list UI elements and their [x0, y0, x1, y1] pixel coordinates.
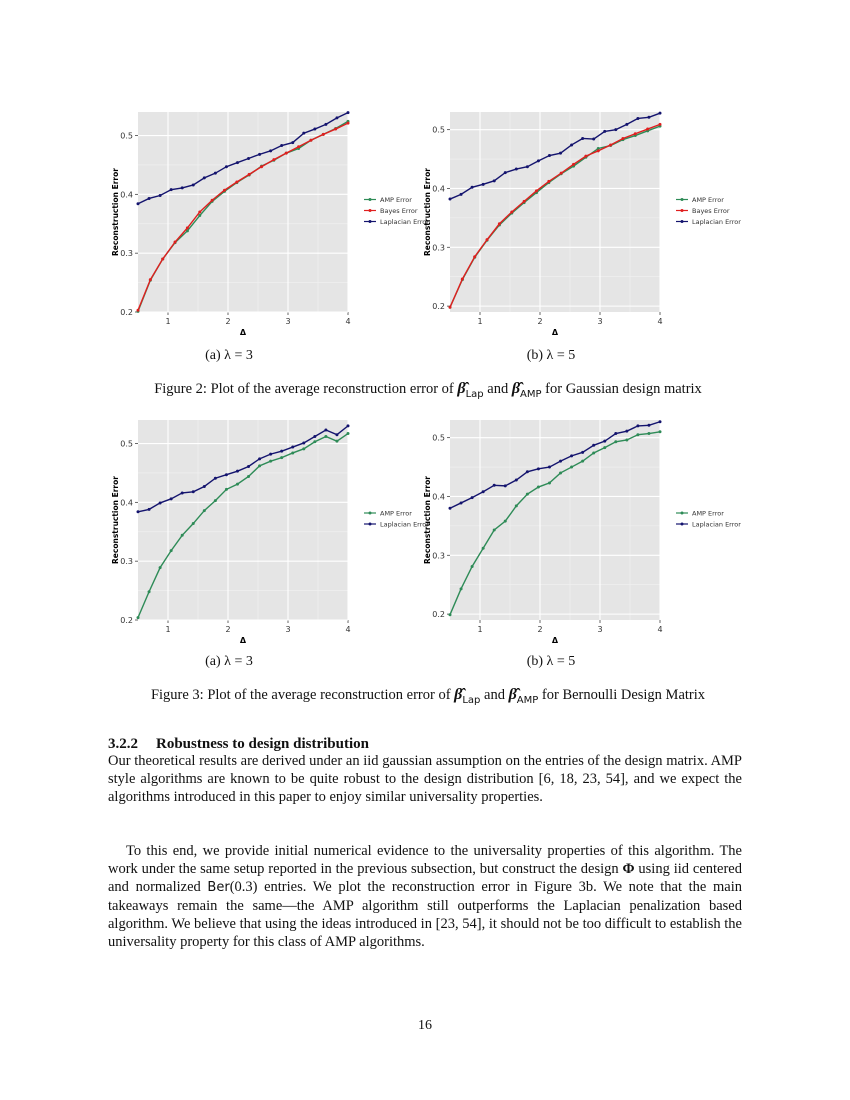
y-tick-label: 0.2	[120, 616, 133, 625]
data-point	[285, 152, 288, 155]
x-tick-label: 1	[477, 625, 483, 634]
data-point	[148, 508, 151, 511]
plot-panel	[450, 112, 660, 312]
beta-symbol: β̂	[454, 686, 463, 703]
legend-label: Laplacian Error	[692, 218, 741, 226]
data-point	[625, 430, 628, 433]
data-point	[592, 138, 595, 141]
data-point	[347, 122, 350, 125]
data-point	[302, 441, 305, 444]
data-point	[636, 433, 639, 436]
data-point	[515, 504, 518, 507]
data-point	[203, 509, 206, 512]
data-point	[493, 529, 496, 532]
subscript-amp: AMP	[520, 389, 542, 400]
data-point	[493, 179, 496, 182]
data-point	[559, 471, 562, 474]
data-point	[460, 501, 463, 504]
x-tick-label: 1	[477, 317, 483, 326]
caption-and: and	[480, 687, 509, 703]
data-point	[137, 616, 140, 619]
data-point	[526, 470, 529, 473]
x-axis-label: Δ	[239, 328, 247, 337]
data-point	[461, 278, 464, 281]
data-point	[614, 128, 617, 131]
data-point	[174, 241, 177, 244]
data-point	[247, 157, 250, 160]
data-point	[482, 490, 485, 493]
chart-fig2b	[420, 110, 742, 342]
data-point	[335, 116, 338, 119]
section-title-text: Robustness to design distribution	[156, 736, 369, 752]
phi-symbol: Φ	[622, 861, 635, 877]
y-axis-label: Reconstruction Error	[423, 168, 432, 256]
data-point	[647, 424, 650, 427]
data-point	[621, 137, 624, 140]
legend-key-point	[369, 198, 372, 201]
data-point	[559, 460, 562, 463]
data-point	[560, 172, 563, 175]
data-point	[335, 433, 338, 436]
data-point	[460, 587, 463, 590]
data-point	[181, 534, 184, 537]
caption-pre: Figure 3: Plot of the average reconstruction error of	[150, 687, 455, 703]
data-point	[291, 446, 294, 449]
legend-label: Laplacian Error	[692, 520, 741, 529]
data-point	[449, 198, 452, 201]
figure3-caption	[108, 686, 748, 704]
data-point	[603, 446, 606, 449]
data-point	[324, 435, 327, 438]
data-point	[297, 145, 300, 148]
legend-label: AMP Error	[380, 509, 412, 518]
y-tick-label: 0.3	[432, 243, 445, 253]
data-point	[504, 484, 507, 487]
legend-key-point	[369, 220, 372, 223]
data-point	[535, 189, 538, 192]
data-point	[473, 255, 476, 258]
data-point	[547, 180, 550, 183]
x-tick-label: 3	[285, 317, 291, 326]
data-point	[449, 507, 452, 510]
data-point	[647, 116, 650, 119]
y-axis-label: Reconstruction Error	[111, 168, 120, 256]
data-point	[647, 432, 650, 435]
caption-and: and	[483, 381, 512, 397]
data-point	[548, 466, 551, 469]
data-point	[581, 137, 584, 140]
data-point	[192, 183, 195, 186]
data-point	[335, 440, 338, 443]
data-point	[148, 590, 151, 593]
data-point	[211, 199, 214, 202]
data-point	[609, 143, 612, 146]
data-point	[324, 429, 327, 432]
data-point	[486, 238, 489, 241]
y-tick-label: 0.4	[432, 492, 445, 502]
legend-key-point	[681, 512, 684, 515]
data-point	[526, 493, 529, 496]
y-tick-label: 0.3	[120, 249, 133, 259]
data-point	[515, 168, 518, 171]
data-point	[510, 211, 513, 214]
plot-fig3a	[108, 418, 430, 650]
data-point	[225, 165, 228, 168]
data-point	[170, 549, 173, 552]
plot-panel	[138, 420, 348, 620]
plot-fig2b	[420, 110, 742, 342]
legend-label: Bayes Error	[380, 207, 418, 215]
y-tick-label: 0.4	[432, 184, 445, 194]
data-point	[181, 186, 184, 189]
paragraph-2	[108, 842, 742, 951]
data-point	[460, 193, 463, 196]
legend-key-point	[369, 523, 372, 526]
data-point	[214, 172, 217, 175]
x-axis-label: Δ	[551, 636, 559, 645]
caption-pre: Figure 2: Plot of the average reconstruction error of	[154, 381, 458, 397]
data-point	[313, 440, 316, 443]
data-point	[537, 467, 540, 470]
data-point	[149, 278, 152, 281]
subcaption-fig2a: (a) λ = 3	[205, 348, 253, 363]
caption-post: for Bernoulli Design Matrix	[538, 687, 706, 703]
data-point	[161, 258, 164, 261]
data-point	[214, 499, 217, 502]
paragraph-2-part1: To this end, we provide initial numerical evidence to the universality properties of this algorithm. The work under the same setup reported in the previous subsection, but construct the design	[108, 843, 742, 877]
data-point	[313, 435, 316, 438]
data-point	[659, 420, 662, 423]
data-point	[603, 440, 606, 443]
beta-symbol: β̂	[457, 380, 466, 397]
caption-post: for Gaussian design matrix	[541, 381, 702, 397]
paragraph-2-part2: using iid centered and normalized	[108, 861, 742, 895]
legend-key-point	[681, 209, 684, 212]
plot-fig3b	[420, 418, 742, 650]
data-point	[225, 473, 228, 476]
data-point	[570, 454, 573, 457]
legend-key-point	[369, 209, 372, 212]
data-point	[214, 477, 217, 480]
data-point	[581, 451, 584, 454]
data-point	[186, 226, 189, 229]
data-point	[603, 130, 606, 133]
data-point	[526, 165, 529, 168]
data-point	[659, 123, 662, 126]
data-point	[614, 432, 617, 435]
data-point	[482, 547, 485, 550]
data-point	[203, 485, 206, 488]
data-point	[659, 430, 662, 433]
x-tick-label: 3	[285, 625, 291, 634]
data-point	[291, 451, 294, 454]
x-tick-label: 3	[597, 317, 603, 326]
subcaption-fig3a: (a) λ = 3	[205, 654, 253, 669]
data-point	[537, 159, 540, 162]
data-point	[498, 222, 501, 225]
data-point	[272, 158, 275, 161]
data-point	[269, 149, 272, 152]
data-point	[493, 484, 496, 487]
plot-fig2a	[108, 110, 430, 342]
legend-key-point	[369, 512, 372, 515]
legend-key-point	[681, 198, 684, 201]
data-point	[170, 188, 173, 191]
legend-label: AMP Error	[692, 196, 724, 204]
data-point	[225, 488, 228, 491]
y-axis-label: Reconstruction Error	[111, 476, 120, 564]
data-point	[248, 173, 251, 176]
data-point	[659, 112, 662, 115]
data-point	[192, 522, 195, 525]
data-point	[247, 475, 250, 478]
data-point	[181, 491, 184, 494]
legend-key-point	[681, 523, 684, 526]
data-point	[449, 613, 452, 616]
data-point	[170, 497, 173, 500]
data-point	[592, 444, 595, 447]
data-point	[347, 424, 350, 427]
x-axis-label: Δ	[551, 328, 559, 337]
data-point	[584, 155, 587, 158]
chart-fig2a	[108, 110, 430, 342]
data-point	[236, 470, 239, 473]
data-point	[148, 197, 151, 200]
figure2-caption	[108, 380, 748, 398]
data-point	[347, 111, 350, 114]
data-point	[280, 456, 283, 459]
subscript-amp: AMP	[516, 695, 539, 706]
data-point	[523, 200, 526, 203]
data-point	[258, 457, 261, 460]
data-point	[570, 466, 573, 469]
paragraph-2-part3: (0.3) entries. We plot the reconstruction error in Figure 3b. We note that the main takeaways remain the same—the AMP algorithm still outperforms the Laplacian penalization based algorithm. We believe that using the ideas introduced in [23, 54], it should not be too difficult to establish the universality property for this class of AMP algorithms.	[108, 879, 742, 950]
data-point	[159, 194, 162, 197]
data-point	[235, 181, 238, 184]
y-tick-label: 0.4	[120, 190, 133, 200]
data-point	[634, 132, 637, 135]
data-point	[302, 132, 305, 135]
y-tick-label: 0.2	[120, 308, 133, 317]
y-tick-label: 0.2	[432, 302, 445, 312]
x-tick-label: 2	[225, 625, 231, 634]
data-point	[269, 460, 272, 463]
data-point	[636, 117, 639, 120]
data-point	[137, 202, 140, 205]
legend-key-point	[681, 220, 684, 223]
data-point	[236, 483, 239, 486]
data-point	[636, 424, 639, 427]
x-tick-label: 4	[345, 317, 351, 326]
data-point	[482, 183, 485, 186]
beta-symbol: β̂	[511, 380, 521, 397]
data-point	[159, 501, 162, 504]
data-point	[471, 496, 474, 499]
x-axis-label: Δ	[239, 636, 247, 645]
subcaption-fig2b: (b) λ = 5	[526, 348, 576, 363]
beta-symbol: β̂	[508, 686, 517, 703]
data-point	[572, 163, 575, 166]
data-point	[203, 176, 206, 179]
y-tick-label: 0.5	[120, 131, 133, 141]
legend-label: Laplacian Error	[380, 218, 429, 226]
legend-label: AMP Error	[380, 196, 412, 204]
subcaption-fig3b: (b) λ = 5	[526, 654, 576, 669]
y-tick-label: 0.3	[432, 551, 445, 561]
x-tick-label: 4	[657, 625, 663, 634]
chart-fig3a	[108, 418, 430, 650]
y-tick-label: 0.5	[120, 439, 133, 449]
data-point	[309, 139, 312, 142]
data-point	[537, 486, 540, 489]
legend-label: Laplacian Error	[380, 520, 429, 529]
data-point	[592, 451, 595, 454]
data-point	[570, 143, 573, 146]
section-heading	[108, 736, 369, 753]
data-point	[625, 439, 628, 442]
data-point	[260, 165, 263, 168]
page-number: 16	[418, 1018, 432, 1033]
chart-fig3b	[420, 418, 742, 650]
data-point	[313, 128, 316, 131]
legend-label: AMP Error	[692, 509, 724, 518]
y-tick-label: 0.5	[432, 125, 445, 135]
data-point	[223, 189, 226, 192]
data-point	[280, 450, 283, 453]
data-point	[471, 186, 474, 189]
plot-panel	[138, 112, 348, 312]
data-point	[269, 453, 272, 456]
x-tick-label: 1	[165, 317, 171, 326]
x-tick-label: 4	[657, 317, 663, 326]
data-point	[137, 309, 140, 312]
y-tick-label: 0.4	[120, 498, 133, 508]
section-number: 3.2.2	[108, 736, 138, 752]
legend-label: Bayes Error	[692, 207, 730, 215]
x-tick-label: 4	[345, 625, 351, 634]
paragraph-1: Our theoretical results are derived under an iid gaussian assumption on the entries of the design matrix. AMP style algorithms are known to be quite robust to the design distribution [6, 18, 23, 54], and we expect the algorithms introduced in this paper to enjoy similar universality properties.	[108, 753, 742, 805]
data-point	[347, 432, 350, 435]
data-point	[504, 171, 507, 174]
data-point	[322, 133, 325, 136]
data-point	[581, 460, 584, 463]
ber-symbol: Ber	[207, 880, 230, 895]
data-point	[302, 447, 305, 450]
y-tick-label: 0.2	[432, 610, 445, 620]
data-point	[597, 149, 600, 152]
data-point	[449, 306, 452, 309]
y-axis-label: Reconstruction Error	[423, 476, 432, 564]
x-tick-label: 2	[537, 317, 543, 326]
x-tick-label: 2	[225, 317, 231, 326]
data-point	[548, 154, 551, 157]
x-tick-label: 2	[537, 625, 543, 634]
data-point	[614, 440, 617, 443]
y-tick-label: 0.5	[432, 433, 445, 443]
data-point	[280, 144, 283, 147]
subscript-lap: Lap	[462, 695, 481, 706]
y-tick-label: 0.3	[120, 557, 133, 567]
data-point	[137, 510, 140, 513]
data-point	[625, 123, 628, 126]
data-point	[515, 479, 518, 482]
data-point	[236, 161, 239, 164]
data-point	[258, 153, 261, 156]
data-point	[646, 128, 649, 131]
data-point	[247, 465, 250, 468]
data-point	[192, 490, 195, 493]
data-point	[198, 211, 201, 214]
data-point	[159, 566, 162, 569]
data-point	[334, 128, 337, 131]
data-point	[559, 152, 562, 155]
data-point	[324, 123, 327, 126]
data-point	[291, 141, 294, 144]
subscript-lap: Lap	[465, 389, 484, 400]
x-tick-label: 1	[165, 625, 171, 634]
data-point	[471, 565, 474, 568]
x-tick-label: 3	[597, 625, 603, 634]
plot-panel	[450, 420, 660, 620]
data-point	[548, 481, 551, 484]
data-point	[504, 520, 507, 523]
data-point	[258, 464, 261, 467]
